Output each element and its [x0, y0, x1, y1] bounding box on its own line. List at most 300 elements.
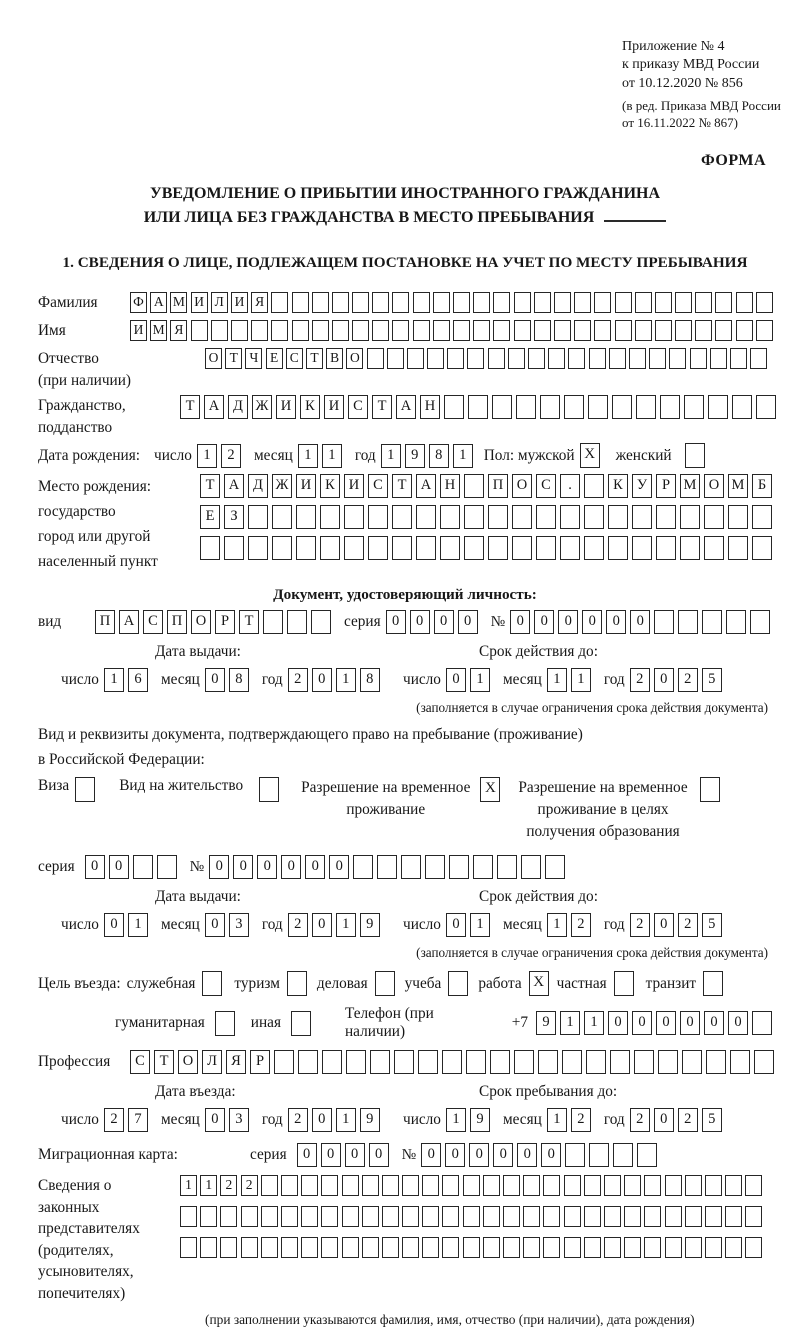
name-label: Имя [38, 321, 66, 339]
migration-series-label: серия [250, 1146, 287, 1164]
char-cell: Т [154, 1050, 174, 1074]
char-cell: 2 [221, 444, 241, 468]
char-cell: 0 [257, 855, 277, 879]
char-cell [416, 536, 436, 560]
char-cell [728, 536, 748, 560]
char-cell [586, 1050, 606, 1074]
char-cell: 2 [630, 668, 650, 692]
char-cell: 0 [104, 913, 124, 937]
residence-valid-date [403, 913, 722, 937]
char-cell: Р [215, 610, 235, 634]
option-education-residence-label [518, 777, 687, 843]
char-cell [574, 292, 591, 313]
char-cell [715, 320, 732, 341]
char-cell: А [119, 610, 139, 634]
char-cell: П [95, 610, 115, 634]
char-cell [538, 1050, 558, 1074]
migration-series-cells [297, 1143, 389, 1167]
char-cell [680, 536, 700, 560]
residence-intro-line1: Вид и реквизиты документа, подтверждающего право на пребывание (проживание) [38, 726, 583, 744]
char-cell: 1 [322, 444, 342, 468]
char-cell [655, 292, 672, 313]
char-cell [589, 1143, 609, 1167]
char-cell [675, 320, 692, 341]
char-cell [292, 292, 309, 313]
day-label: число [61, 916, 99, 934]
char-cell [382, 1237, 399, 1258]
char-cell: 0 [630, 610, 650, 634]
char-cell: 3 [229, 1108, 249, 1132]
char-cell: Ж [252, 395, 272, 419]
birth-year-cells [381, 444, 473, 468]
char-cell [725, 1175, 742, 1196]
birth-place-cell-rows [200, 474, 772, 560]
citizenship-label-line2: подданство [38, 419, 113, 437]
identity-date-labels [38, 643, 772, 663]
char-cell [272, 536, 292, 560]
char-cell [493, 292, 510, 313]
char-cell [540, 395, 560, 419]
char-cell: 0 [458, 610, 478, 634]
surname-cells [130, 292, 773, 313]
char-cell [690, 348, 707, 369]
birth-place-cells-row1 [200, 474, 772, 498]
char-cell: 1 [104, 668, 124, 692]
profession-row [38, 1050, 772, 1074]
char-cell: 0 [297, 1143, 317, 1167]
label-line: получения образования [526, 823, 680, 841]
entry-date-labels [38, 1083, 772, 1103]
char-cell [425, 855, 445, 879]
char-cell [665, 1175, 682, 1196]
char-cell: М [728, 474, 748, 498]
char-cell [649, 348, 666, 369]
char-cell [291, 1011, 311, 1036]
representatives-label-line: (родителях, [38, 1241, 114, 1259]
char-cell [473, 855, 493, 879]
purpose-row2 [38, 1005, 772, 1041]
char-cell: Е [200, 505, 220, 529]
char-cell [523, 1206, 540, 1227]
char-cell [543, 1206, 560, 1227]
sex-female-checkbox [685, 443, 705, 468]
char-cell [503, 1175, 520, 1196]
char-cell: 2 [630, 913, 650, 937]
char-cell [656, 505, 676, 529]
char-cell: И [296, 474, 316, 498]
char-cell [732, 395, 752, 419]
char-cell: Д [248, 474, 268, 498]
birth-date-label: Дата рождения: [38, 446, 141, 464]
char-cell [685, 1237, 702, 1258]
phone-prefix: +7 [511, 1014, 528, 1032]
char-cell: Т [180, 395, 200, 419]
purpose-label: Цель въезда: [38, 974, 121, 992]
identity-issued-month-cells [205, 668, 249, 692]
char-cell [296, 505, 316, 529]
char-cell [321, 1237, 338, 1258]
char-cell [433, 320, 450, 341]
birth-place-row [38, 474, 772, 574]
char-cell: 0 [345, 1143, 365, 1167]
birth-place-label-line1: Место рождения: [38, 478, 152, 496]
char-cell [311, 610, 331, 634]
char-cell: Т [372, 395, 392, 419]
sex-male-checkbox [580, 443, 600, 468]
month-label: месяц [160, 1111, 200, 1129]
profession-label: Профессия [38, 1053, 111, 1071]
char-cell [312, 292, 329, 313]
char-cell [483, 1175, 500, 1196]
identity-dates-row [38, 668, 772, 695]
char-cell [685, 443, 705, 468]
char-cell [271, 320, 288, 341]
purpose-other-label: иная [250, 1014, 281, 1032]
char-cell: Б [752, 474, 772, 498]
option-visa-checkbox [75, 777, 95, 802]
option-residence-permit [119, 777, 279, 802]
char-cell: 0 [541, 1143, 561, 1167]
char-cell: И [191, 292, 208, 313]
char-cell [604, 1175, 621, 1196]
char-cell [685, 1175, 702, 1196]
identity-issued-day-cells [104, 668, 148, 692]
char-cell: Ф [130, 292, 147, 313]
char-cell [745, 1237, 762, 1258]
char-cell [407, 348, 424, 369]
birth-place-label-line2: государство [38, 503, 116, 521]
char-cell [624, 1175, 641, 1196]
char-cell [584, 1206, 601, 1227]
char-cell [615, 320, 632, 341]
char-cell [464, 536, 484, 560]
char-cell [564, 1206, 581, 1227]
char-cell [706, 1050, 726, 1074]
char-cell [287, 971, 307, 996]
char-cell [750, 348, 767, 369]
char-cell [418, 1050, 438, 1074]
char-cell: 8 [429, 444, 449, 468]
char-cell [700, 777, 720, 802]
representatives-label-line: попечителях) [38, 1284, 126, 1302]
char-cell [287, 610, 307, 634]
purpose-study-checkbox [448, 971, 468, 996]
char-cell: Т [200, 474, 220, 498]
char-cell: 2 [220, 1175, 237, 1196]
residence-issued-date [61, 913, 380, 937]
char-cell [468, 395, 488, 419]
char-cell [241, 1206, 258, 1227]
appendix-line: к приказу МВД России [622, 57, 760, 73]
patronymic-cells [205, 348, 767, 369]
char-cell [342, 1237, 359, 1258]
char-cell [422, 1206, 439, 1227]
char-cell: 5 [702, 913, 722, 937]
purpose-tourism-label: туризм [234, 974, 280, 992]
char-cell [75, 777, 95, 802]
char-cell [636, 395, 656, 419]
entry-date-label: Дата въезда: [155, 1083, 236, 1101]
char-cell [584, 505, 604, 529]
char-cell [157, 855, 177, 879]
day-label: число [403, 671, 441, 689]
char-cell [508, 348, 525, 369]
char-cell [483, 1206, 500, 1227]
char-cell: 1 [180, 1175, 197, 1196]
char-cell: 5 [702, 1108, 722, 1132]
char-cell [320, 505, 340, 529]
identity-valid-day-cells [446, 668, 490, 692]
char-cell [490, 1050, 510, 1074]
identity-kind-label: вид [38, 613, 62, 631]
char-cell: Ч [245, 348, 262, 369]
char-cell: 1 [200, 1175, 217, 1196]
char-cell: 8 [229, 668, 249, 692]
char-cell [545, 855, 565, 879]
char-cell: 0 [233, 855, 253, 879]
char-cell [543, 1175, 560, 1196]
char-cell: 2 [678, 1108, 698, 1132]
char-cell [656, 536, 676, 560]
char-cell [534, 320, 551, 341]
char-cell [736, 292, 753, 313]
char-cell [375, 971, 395, 996]
char-cell [536, 505, 556, 529]
char-cell: М [150, 320, 167, 341]
form-title-line1: УВЕДОМЛЕНИЕ О ПРИБЫТИИ ИНОСТРАННОГО ГРАЖДАНИНА [149, 185, 661, 203]
char-cell [669, 348, 686, 369]
char-cell: 1 [560, 1011, 580, 1035]
char-cell: 0 [680, 1011, 700, 1035]
char-cell [702, 610, 722, 634]
purpose-study-label: учеба [404, 974, 442, 992]
identity-number-label: № [490, 613, 506, 631]
identity-issued-year-cells [288, 668, 380, 692]
birth-day-label: число [154, 446, 192, 464]
entry-date [61, 1108, 380, 1132]
identity-valid-note: (заполняется в случае ограничения срока действия документа) [416, 700, 768, 716]
char-cell: О [178, 1050, 198, 1074]
char-cell [554, 320, 571, 341]
char-cell [565, 1143, 585, 1167]
char-cell [564, 1175, 581, 1196]
char-cell [442, 1050, 462, 1074]
residence-valid-label: Срок действия до: [479, 888, 598, 906]
char-cell [444, 395, 464, 419]
char-cell [710, 348, 727, 369]
form-title-line2-text: ИЛИ ЛИЦА БЕЗ ГРАЖДАНСТВА В МЕСТО ПРЕБЫВАНИЯ [143, 209, 595, 227]
char-cell: П [488, 474, 508, 498]
stay-day-cells [446, 1108, 490, 1132]
label-line: Разрешение на временное [518, 779, 688, 797]
purpose-official-label: служебная [126, 974, 196, 992]
char-cell [635, 320, 652, 341]
char-cell [730, 348, 747, 369]
representatives-cells-row3 [180, 1237, 762, 1258]
char-cell [725, 1237, 742, 1258]
char-cell [514, 1050, 534, 1074]
char-cell [352, 320, 369, 341]
surname-row [38, 292, 772, 313]
char-cell: 0 [608, 1011, 628, 1035]
char-cell: 0 [445, 1143, 465, 1167]
char-cell: К [608, 474, 628, 498]
char-cell: 1 [336, 668, 356, 692]
char-cell: 0 [704, 1011, 724, 1035]
char-cell: 1 [547, 668, 567, 692]
char-cell [564, 1237, 581, 1258]
char-cell [344, 536, 364, 560]
char-cell [440, 536, 460, 560]
char-cell [665, 1206, 682, 1227]
char-cell [514, 320, 531, 341]
identity-valid-date [403, 668, 722, 692]
month-label: месяц [160, 671, 200, 689]
char-cell: К [320, 474, 340, 498]
char-cell [756, 395, 776, 419]
char-cell [281, 1175, 298, 1196]
char-cell: X [529, 971, 549, 996]
char-cell [704, 536, 724, 560]
char-cell [514, 292, 531, 313]
char-cell: О [512, 474, 532, 498]
char-cell [202, 971, 222, 996]
purpose-other-checkbox [291, 1011, 311, 1036]
char-cell [562, 1050, 582, 1074]
entry-year-cells [288, 1108, 380, 1132]
char-cell [754, 1050, 774, 1074]
label-line: проживание в целях [537, 801, 669, 819]
citizenship-cells [180, 395, 776, 419]
char-cell [752, 536, 772, 560]
char-cell [675, 292, 692, 313]
char-cell: 1 [446, 1108, 466, 1132]
char-cell [402, 1175, 419, 1196]
char-cell: 0 [469, 1143, 489, 1167]
name-row [38, 320, 772, 341]
char-cell: О [191, 610, 211, 634]
char-cell: Т [239, 610, 259, 634]
char-cell [281, 1237, 298, 1258]
sex-female-label: женский [615, 446, 672, 464]
birth-month-cells [298, 444, 342, 468]
char-cell [442, 1206, 459, 1227]
char-cell [745, 1206, 762, 1227]
char-cell [362, 1237, 379, 1258]
char-cell: 0 [421, 1143, 441, 1167]
char-cell: 5 [702, 668, 722, 692]
residence-number-label: № [189, 858, 205, 876]
char-cell: А [416, 474, 436, 498]
char-cell [752, 1011, 772, 1035]
char-cell [644, 1206, 661, 1227]
char-cell [608, 505, 628, 529]
char-cell: 1 [547, 1108, 567, 1132]
char-cell [301, 1237, 318, 1258]
char-cell: С [348, 395, 368, 419]
char-cell [211, 320, 228, 341]
identity-valid-label: Срок действия до: [479, 643, 598, 661]
char-cell [554, 292, 571, 313]
char-cell: А [396, 395, 416, 419]
char-cell [433, 292, 450, 313]
char-cell [493, 320, 510, 341]
char-cell [756, 320, 773, 341]
identity-issued-date [61, 668, 380, 692]
char-cell [263, 610, 283, 634]
char-cell: 0 [728, 1011, 748, 1035]
char-cell [301, 1175, 318, 1196]
option-education-residence-checkbox [700, 777, 720, 802]
appendix-line: Приложение № 4 [622, 39, 725, 54]
char-cell [362, 1206, 379, 1227]
char-cell [463, 1206, 480, 1227]
day-label: число [403, 916, 441, 934]
option-temporary-residence-label [301, 777, 470, 821]
migration-card-label: Миграционная карта: [38, 1146, 178, 1164]
char-cell [483, 1237, 500, 1258]
section1-heading: 1. СВЕДЕНИЯ О ЛИЦЕ, ПОДЛЕЖАЩЕМ ПОСТАНОВКЕ НА УЧЕТ ПО МЕСТУ ПРЕБЫВАНИЯ [62, 254, 748, 272]
residence-issued-day-cells [104, 913, 148, 937]
char-cell [705, 1237, 722, 1258]
char-cell [231, 320, 248, 341]
stay-month-cells [547, 1108, 591, 1132]
char-cell: П [167, 610, 187, 634]
migration-number-label: № [401, 1146, 417, 1164]
identity-doc-heading: Документ, удостоверяющий личность: [273, 586, 537, 604]
char-cell: У [632, 474, 652, 498]
representatives-label-line: представителях [38, 1220, 140, 1238]
day-label: число [403, 1111, 441, 1129]
char-cell [416, 505, 436, 529]
phone-label: Телефон (при наличии) [344, 1005, 434, 1041]
char-cell [615, 292, 632, 313]
char-cell [604, 1206, 621, 1227]
residence-date-labels [38, 888, 772, 908]
char-cell: X [480, 777, 500, 802]
char-cell [440, 505, 460, 529]
char-cell [215, 1011, 235, 1036]
purpose-transit-checkbox [703, 971, 723, 996]
char-cell [660, 395, 680, 419]
year-label: год [261, 671, 283, 689]
phone-cells [536, 1011, 772, 1035]
char-cell [728, 505, 748, 529]
char-cell: 8 [360, 668, 380, 692]
char-cell [750, 610, 770, 634]
char-cell [463, 1175, 480, 1196]
char-cell: 6 [128, 668, 148, 692]
char-cell [200, 1206, 217, 1227]
identity-series-cells [386, 610, 478, 634]
char-cell [612, 395, 632, 419]
char-cell [200, 536, 220, 560]
birth-place-label-line4: населенный пункт [38, 553, 158, 571]
entry-month-cells [205, 1108, 249, 1132]
char-cell [629, 348, 646, 369]
char-cell [624, 1206, 641, 1227]
char-cell: 0 [321, 1143, 341, 1167]
char-cell [259, 777, 279, 802]
char-cell [322, 1050, 342, 1074]
purpose-humanitarian-label: гуманитарная [115, 1014, 205, 1032]
char-cell [726, 610, 746, 634]
birth-year-label: год [354, 446, 376, 464]
char-cell: 0 [410, 610, 430, 634]
char-cell [367, 348, 384, 369]
char-cell: 2 [678, 668, 698, 692]
char-cell [503, 1206, 520, 1227]
